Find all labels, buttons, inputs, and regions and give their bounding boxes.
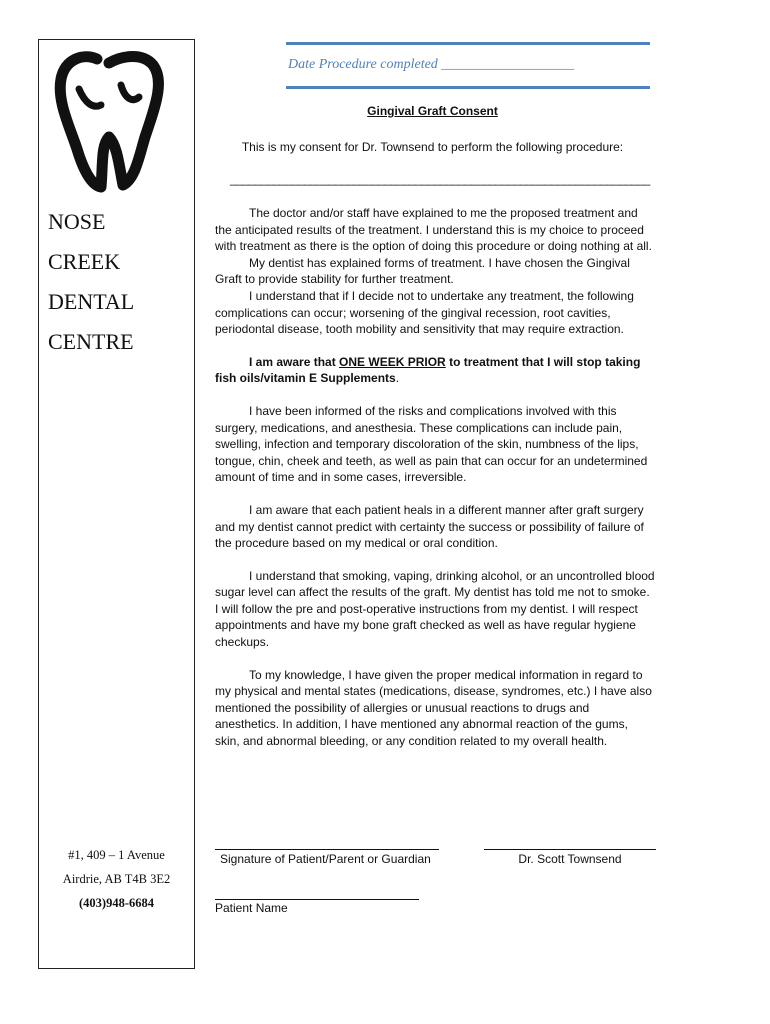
paragraph-explanation: The doctor and/or staff have explained to me the proposed treatment and the anticipated results of the treatment. I understand this is my choice to proceed with treatment as there is the option of doing this procedure or doing nothing at all. xyxy=(215,206,652,254)
paragraph-medical-info: To my knowledge, I have given the proper medical information in regard to my physical and mental states (medications, disease, syndromes, etc.) I have also mentioned the possibility of allergies or unusual reactions to drugs and anesthetics. In addition, I have mentioned any abnormal reaction of the gums, skin, and abnormal bleeding, or any condition related to my overall health. xyxy=(215,667,652,749)
clinic-name-line: CREEK xyxy=(48,249,121,274)
form-title: Gingival Graft Consent xyxy=(367,104,498,118)
supplements-suffix: to treatment that I will stop taking fish oils/vitamin E Supplements xyxy=(215,354,641,386)
doctor-signature-line[interactable] xyxy=(484,849,656,850)
supplements-prefix: I am aware that xyxy=(249,354,340,369)
address-street: #1, 409 – 1 Avenue xyxy=(68,848,165,862)
clinic-name-line: DENTAL xyxy=(48,289,135,314)
clinic-name-line: NOSE xyxy=(48,209,106,234)
paragraph-risks: I have been informed of the risks and complications involved with this surgery, medications, and anesthesia. These complications can include pain, swelling, infection and temporary discoloration of the skin, numbness of the lips, tongue, chin, cheek and teeth, as well as pain that can occur for an undetermined amount of time and in some cases, irreversible. xyxy=(215,403,648,485)
paragraph-supplements xyxy=(215,354,655,387)
bottom-accent-rule xyxy=(286,86,650,89)
patient-name-line[interactable] xyxy=(215,899,419,900)
supplements-emphasis: ONE WEEK PRIOR xyxy=(339,354,446,369)
procedure-blank-field[interactable]: ____________________________________________________________________ xyxy=(230,172,650,186)
date-procedure-completed[interactable]: Date Procedure completed ___________________ xyxy=(288,57,575,72)
consent-intro: This is my consent for Dr. Townsend to perform the following procedure: xyxy=(241,140,624,154)
paragraph-healing: I am aware that each patient heals in a different manner after graft surgery and my dentist cannot predict with certainty the success or possibility of failure of the procedure based on my medical or oral condition. xyxy=(215,502,644,551)
clinic-phone: (403)948-6684 xyxy=(79,896,154,910)
clinic-name-line: CENTRE xyxy=(48,329,134,354)
paragraph-smoking: I understand that smoking, vaping, drinking alcohol, or an uncontrolled blood sugar level can affect the results of the graft. My dentist has told me not to smoke. I will follow the pre and post-operative instructions from my dentist. I will respect appointments and have my bone graft checked as well as have regular hygiene checkups. xyxy=(215,568,655,650)
patient-signature-line[interactable] xyxy=(215,849,439,850)
tooth-icon xyxy=(49,45,171,195)
clinic-address xyxy=(39,843,194,915)
address-city: Airdrie, AB T4B 3E2 xyxy=(62,872,171,886)
patient-name-label: Patient Name xyxy=(215,901,288,915)
supplements-end: . xyxy=(395,371,400,386)
paragraph-complications: I understand that if I decide not to undertake any treatment, the following complications can occur; worsening of the gingival recession, root cavities, periodontal disease, tooth mobility and sensitivity that may require extraction. xyxy=(215,288,634,337)
clinic-sidebar xyxy=(38,39,195,969)
paragraph-treatment-choice: My dentist has explained forms of treatment. I have chosen the Gingival Graft to provide stability for further treatment. xyxy=(215,255,630,287)
doctor-signature-label: Dr. Scott Townsend xyxy=(518,852,622,866)
clinic-name xyxy=(48,202,134,362)
patient-signature-label: Signature of Patient/Parent or Guardian xyxy=(220,852,431,866)
consent-body xyxy=(215,205,655,750)
top-accent-rule xyxy=(286,42,650,45)
